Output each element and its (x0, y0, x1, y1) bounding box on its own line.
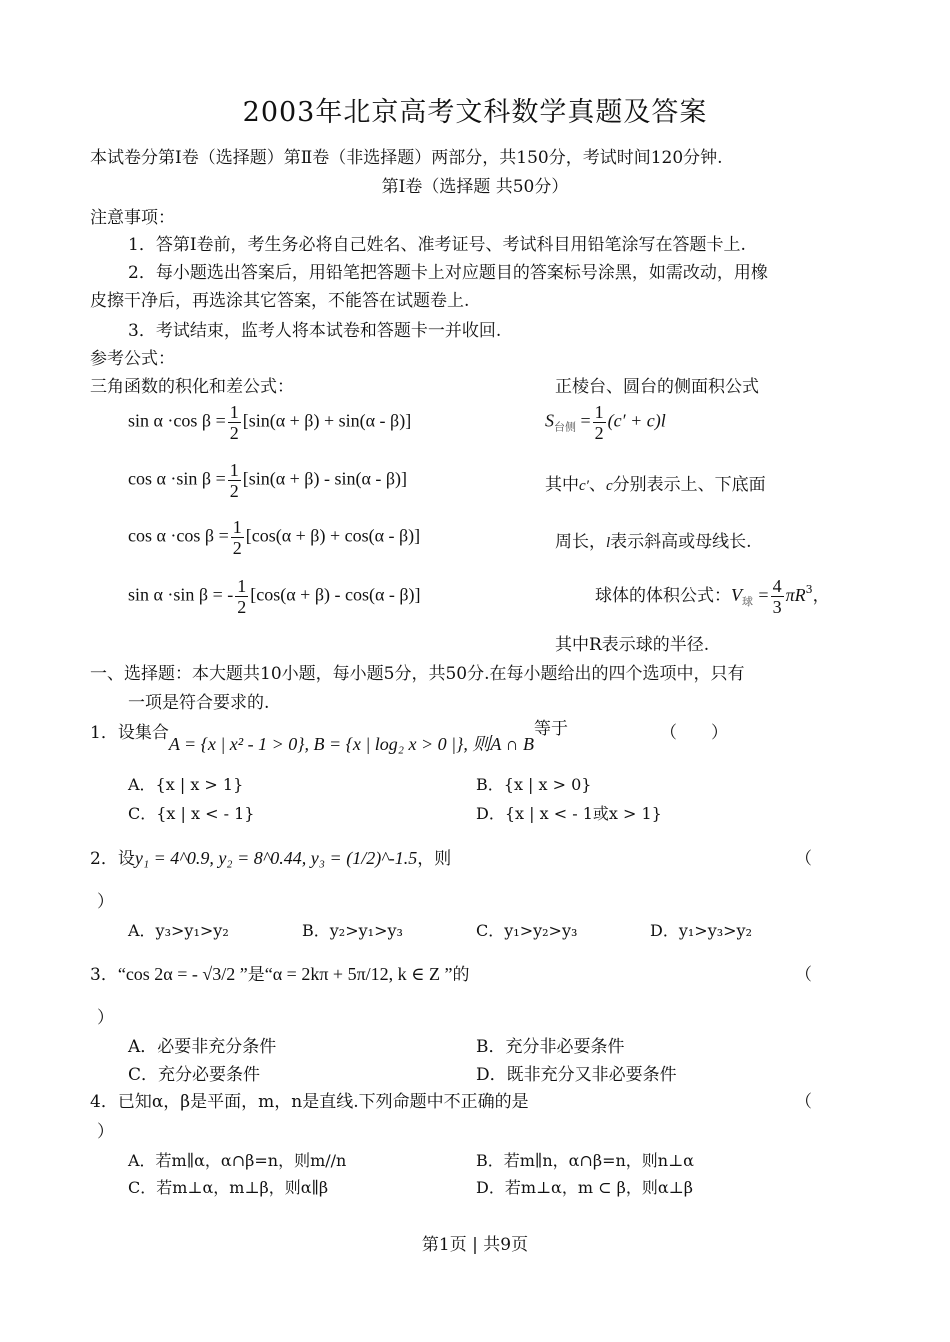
q2-paren-close: ） (97, 892, 114, 912)
note-3: 3．考试结束，监考人将本试卷和答题卡一并收回. (128, 321, 502, 341)
page-footer: 第1页 | 共9页 (421, 1235, 529, 1255)
q1-option-b: B．{x | x > 0} (476, 775, 592, 794)
fraction-half: $\frac{1}{2}$ (237, 576, 247, 617)
q1-stem: 1．设集合A = {x | x² - 1 > 0}, B = {x | log₂ x > 0 |}, 则A ∩ B等于 (90, 719, 568, 754)
q2-paren-open: （ (795, 849, 812, 869)
note-2-line1: 2．每小题选出答案后，用铅笔把答题卡上对应题目的答案标号涂黑，如需改动，用橡 (128, 263, 768, 283)
q1-set-expression: A = {x | x² - 1 > 0}, B = {x | log₂ x > 0 |}, 则A ∩ B (168, 734, 534, 754)
q2-expression: y₁ = 4^0.9, y₂ = 8^0.44, y₃ = (1/2)^-1.5 (134, 848, 418, 868)
fraction-half: $\frac{1}{2}$ (229, 402, 239, 443)
section1-line1: 一、选择题：本大题共10小题，每小题5分，共50分.在每小题给出的四个选项中，只有 (90, 664, 745, 684)
sphere-where: 其中R表示球的半径. (555, 635, 710, 655)
q4-option-a: A．若m∥α，α∩β=n，则m//n (128, 1151, 347, 1170)
section1-line2: 一项是符合要求的. (128, 693, 270, 713)
formulas-heading: 参考公式： (90, 349, 175, 369)
fraction-half: $\frac{1}{2}$ (229, 460, 239, 501)
q2-stem: 2．设y₁ = 4^0.9, y₂ = 8^0.44, y₃ = (1/2)^-1.5，则 (90, 848, 452, 869)
q4-paren-open: （ (795, 1092, 812, 1112)
q1-option-a: A．{x | x > 1} (128, 775, 244, 794)
formula-right: [cos(α + β) - cos(α - β)] (250, 584, 421, 605)
formula-right: [cos(α + β) + cos(α - β)] (245, 525, 421, 546)
q3-option-b: B．充分非必要条件 (476, 1037, 625, 1057)
trig-formula-4 (128, 576, 421, 617)
formula-right: [sin(α + β) - sin(α - β)] (242, 468, 408, 489)
formula-left: sin α ·sin β = - (128, 584, 234, 605)
q2-option-d: D．y₁>y₃>y₂ (650, 921, 753, 940)
q3-condition-2: “α = 2kπ + 5π/12, k ∈ Z ” (264, 964, 453, 984)
part1-title: 第Ⅰ卷（选择题 共50分） (381, 177, 569, 197)
notes-heading: 注意事项： (90, 208, 175, 228)
frustum-where-line1: 其中c′、c分别表示上、下底面 (545, 475, 766, 495)
q4-stem: 4．已知α，β是平面，m，n是直线.下列命题中不正确的是 (90, 1092, 529, 1112)
q3-condition-1: “cos 2α = - √3/2 ” (117, 964, 248, 984)
q1-option-d: D．{x | x < - 1或x > 1} (476, 804, 662, 823)
q3-paren-open: （ (795, 965, 812, 985)
trig-formula-3 (128, 517, 420, 558)
q3-paren-close: ） (97, 1008, 114, 1028)
q4-option-c: C．若m⊥α，m⊥β，则α∥β (128, 1178, 329, 1197)
frustum-heading: 正棱台、圆台的侧面积公式 (555, 377, 759, 397)
frustum-where-line2: 周长，l表示斜高或母线长. (555, 532, 752, 552)
note-1: 1．答第Ⅰ卷前，考生务必将自己姓名、准考证号、考试科目用铅笔涂写在答题卡上. (128, 235, 746, 255)
q2-option-c: C．y₁>y₂>y₃ (476, 921, 578, 940)
trig-formula-1 (128, 402, 411, 443)
formula-left: cos α ·sin β = (128, 468, 226, 489)
formula-left: sin α ·cos β = (128, 410, 226, 431)
q3-option-c: C．充分必要条件 (128, 1065, 261, 1085)
q1-answer-paren: （ ） (660, 723, 728, 743)
q4-paren-close: ） (97, 1122, 114, 1142)
q2-option-b: B．y₂>y₁>y₃ (302, 921, 403, 940)
q2-option-a: A．y₃>y₁>y₂ (128, 921, 229, 940)
sphere-formula: 球体的体积公式：$V_球$ = $\frac{4}{3}$ $\pi R^3$， (595, 576, 830, 617)
q1-option-c: C．{x | x < - 1} (128, 804, 255, 823)
trig-formulas-heading: 三角函数的积化和差公式： (90, 377, 294, 397)
frustum-formula: $S_{台侧}$ = $\frac{1}{2}$ (c′ + c)l (545, 402, 666, 443)
q4-option-d: D．若m⊥α，m ⊂ β，则α⊥β (476, 1178, 693, 1197)
trig-formula-2 (128, 460, 407, 501)
note-2-line2: 皮擦干净后，再选涂其它答案，不能答在试题卷上. (90, 291, 470, 311)
q4-option-b: B．若m∥n，α∩β=n，则n⊥α (476, 1151, 694, 1170)
q3-stem: 3．“cos 2α = - √3/2 ”是“α = 2kπ + 5π/12, k ∈ Z ”的 (90, 964, 470, 985)
q3-option-d: D．既非充分又非必要条件 (476, 1065, 677, 1085)
page-title: 2003年北京高考文科数学真题及答案 (242, 97, 708, 128)
formula-left: cos α ·cos β = (128, 525, 229, 546)
fraction-half: $\frac{1}{2}$ (594, 402, 604, 443)
formula-right: [sin(α + β) + sin(α - β)] (242, 410, 412, 431)
fraction-four-thirds: $\frac{4}{3}$ (772, 576, 782, 617)
q3-option-a: A．必要非充分条件 (128, 1037, 277, 1057)
intro-text: 本试卷分第Ⅰ卷（选择题）第Ⅱ卷（非选择题）两部分，共150分，考试时间120分钟. (90, 148, 723, 168)
fraction-half: $\frac{1}{2}$ (232, 517, 242, 558)
